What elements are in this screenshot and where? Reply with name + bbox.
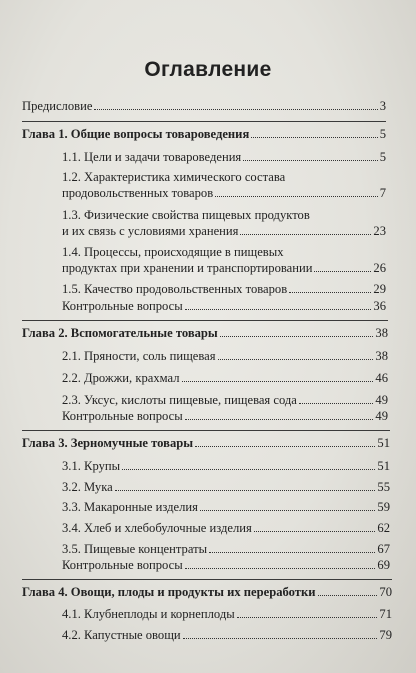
- dot-leader: [251, 137, 377, 138]
- chapter-label: Глава 4. Овощи, плоды и продукты их переработки: [22, 585, 316, 599]
- entry-page: 69: [377, 558, 390, 572]
- toc-entry-1-1: [62, 150, 386, 164]
- toc-entry-3-questions: [62, 558, 390, 572]
- toc-entry-1-4-line1: [62, 245, 386, 259]
- toc-entry-3-2: [62, 480, 390, 494]
- entry-page: 38: [375, 349, 388, 363]
- divider: [22, 579, 392, 580]
- entry-label: Контрольные вопросы: [62, 409, 183, 423]
- entry-label: 1.5. Качество продовольственных товаров: [62, 282, 288, 296]
- entry-label: 4.2. Капустные овощи: [62, 628, 181, 642]
- chapter-label: Глава 3. Зерномучные товары: [22, 436, 194, 450]
- entry-label: 1.1. Цели и задачи товароведения: [62, 150, 242, 164]
- entry-page: 55: [377, 480, 390, 494]
- toc-entry-4-2: [62, 628, 392, 642]
- toc-entry-2-2: [62, 371, 388, 385]
- toc-entry-1-3: [62, 224, 386, 238]
- entry-label-cont: и их связь с условиями хранения: [62, 224, 239, 238]
- entry-page: 67: [377, 542, 390, 556]
- dot-leader: [209, 552, 375, 553]
- entry-label: 3.3. Макаронные изделия: [62, 500, 198, 514]
- entry-label: 3.4. Хлеб и хлебобулочные изделия: [62, 521, 252, 535]
- toc-entry-1-2: [62, 186, 386, 200]
- entry-page: 59: [377, 500, 390, 514]
- dot-leader: [220, 336, 374, 337]
- entry-page: 49: [375, 393, 388, 407]
- entry-label: 2.3. Уксус, кислоты пищевые, пищевая сода: [62, 393, 297, 407]
- dot-leader: [240, 234, 371, 235]
- entry-page: 26: [373, 261, 386, 275]
- dot-leader: [185, 419, 374, 420]
- chapter-page: 70: [379, 585, 392, 599]
- dot-leader: [237, 617, 378, 618]
- entry-label: 1.2. Характеристика химического состава: [62, 170, 286, 184]
- toc-entry-preface: [22, 99, 386, 113]
- toc-chapter-3: [22, 436, 390, 450]
- dot-leader: [254, 531, 376, 532]
- dot-leader: [243, 160, 377, 161]
- dot-leader: [94, 109, 377, 110]
- chapter-label: Глава 2. Вспомогательные товары: [22, 326, 218, 340]
- chapter-page: 38: [375, 326, 388, 340]
- entry-label: 1.3. Физические свойства пищевых продуктов: [62, 208, 310, 222]
- dot-leader: [299, 403, 374, 404]
- toc-entry-3-4: [62, 521, 390, 535]
- entry-label: Предисловие: [22, 99, 93, 113]
- toc-entry-3-5: [62, 542, 390, 556]
- toc-entry-3-3: [62, 500, 390, 514]
- entry-page: 7: [379, 186, 386, 200]
- toc-entry-2-questions: [62, 409, 388, 423]
- entry-label: 2.2. Дрожжи, крахмал: [62, 371, 180, 385]
- entry-page: 23: [373, 224, 386, 238]
- toc-entry-2-1: [62, 349, 388, 363]
- entry-page: 79: [379, 628, 392, 642]
- entry-page: 49: [375, 409, 388, 423]
- dot-leader: [215, 196, 378, 197]
- divider: [22, 121, 386, 122]
- toc-chapter-4: [22, 585, 392, 599]
- divider: [22, 320, 388, 321]
- dot-leader: [185, 568, 376, 569]
- chapter-page: 51: [377, 436, 390, 450]
- dot-leader: [195, 446, 375, 447]
- entry-page: 5: [379, 150, 386, 164]
- dot-leader: [185, 309, 372, 310]
- entry-label: Контрольные вопросы: [62, 299, 183, 313]
- toc-chapter-2: [22, 326, 388, 340]
- entry-label: 3.1. Крупы: [62, 459, 121, 473]
- toc-entry-1-5: [62, 282, 386, 296]
- entry-label: 1.4. Процессы, происходящие в пищевых: [62, 245, 284, 259]
- toc-entry-1-3-line1: [62, 208, 386, 222]
- toc-entry-1-questions: [62, 299, 386, 313]
- toc-chapter-1: [22, 127, 386, 141]
- entry-page: 71: [379, 607, 392, 621]
- dot-leader: [183, 638, 378, 639]
- entry-page: 29: [373, 282, 386, 296]
- entry-label-cont: продуктах при хранении и транспортировании: [62, 261, 313, 275]
- dot-leader: [182, 381, 374, 382]
- toc-entry-2-3: [62, 393, 388, 407]
- divider: [22, 430, 390, 431]
- entry-page: 3: [379, 99, 386, 113]
- dot-leader: [115, 490, 376, 491]
- dot-leader: [200, 510, 375, 511]
- entry-label: Контрольные вопросы: [62, 558, 183, 572]
- toc-entry-4-1: [62, 607, 392, 621]
- toc-entry-3-1: [62, 459, 390, 473]
- dot-leader: [318, 595, 378, 596]
- entry-page: 36: [373, 299, 386, 313]
- toc-entry-1-4: [62, 261, 386, 275]
- page-title: Оглавление: [144, 58, 272, 81]
- entry-label-cont: продовольственных товаров: [62, 186, 214, 200]
- entry-label: 3.2. Мука: [62, 480, 113, 494]
- dot-leader: [122, 469, 375, 470]
- entry-page: 62: [377, 521, 390, 535]
- dot-leader: [289, 292, 371, 293]
- entry-label: 3.5. Пищевые концентраты: [62, 542, 208, 556]
- toc-entry-1-2-line1: [62, 170, 386, 184]
- chapter-label: Глава 1. Общие вопросы товароведения: [22, 127, 250, 141]
- entry-page: 46: [375, 371, 388, 385]
- entry-page: 51: [377, 459, 390, 473]
- dot-leader: [314, 271, 371, 272]
- entry-label: 2.1. Пряности, соль пищевая: [62, 349, 216, 363]
- chapter-page: 5: [379, 127, 386, 141]
- dot-leader: [218, 359, 374, 360]
- entry-label: 4.1. Клубнеплоды и корнеплоды: [62, 607, 235, 621]
